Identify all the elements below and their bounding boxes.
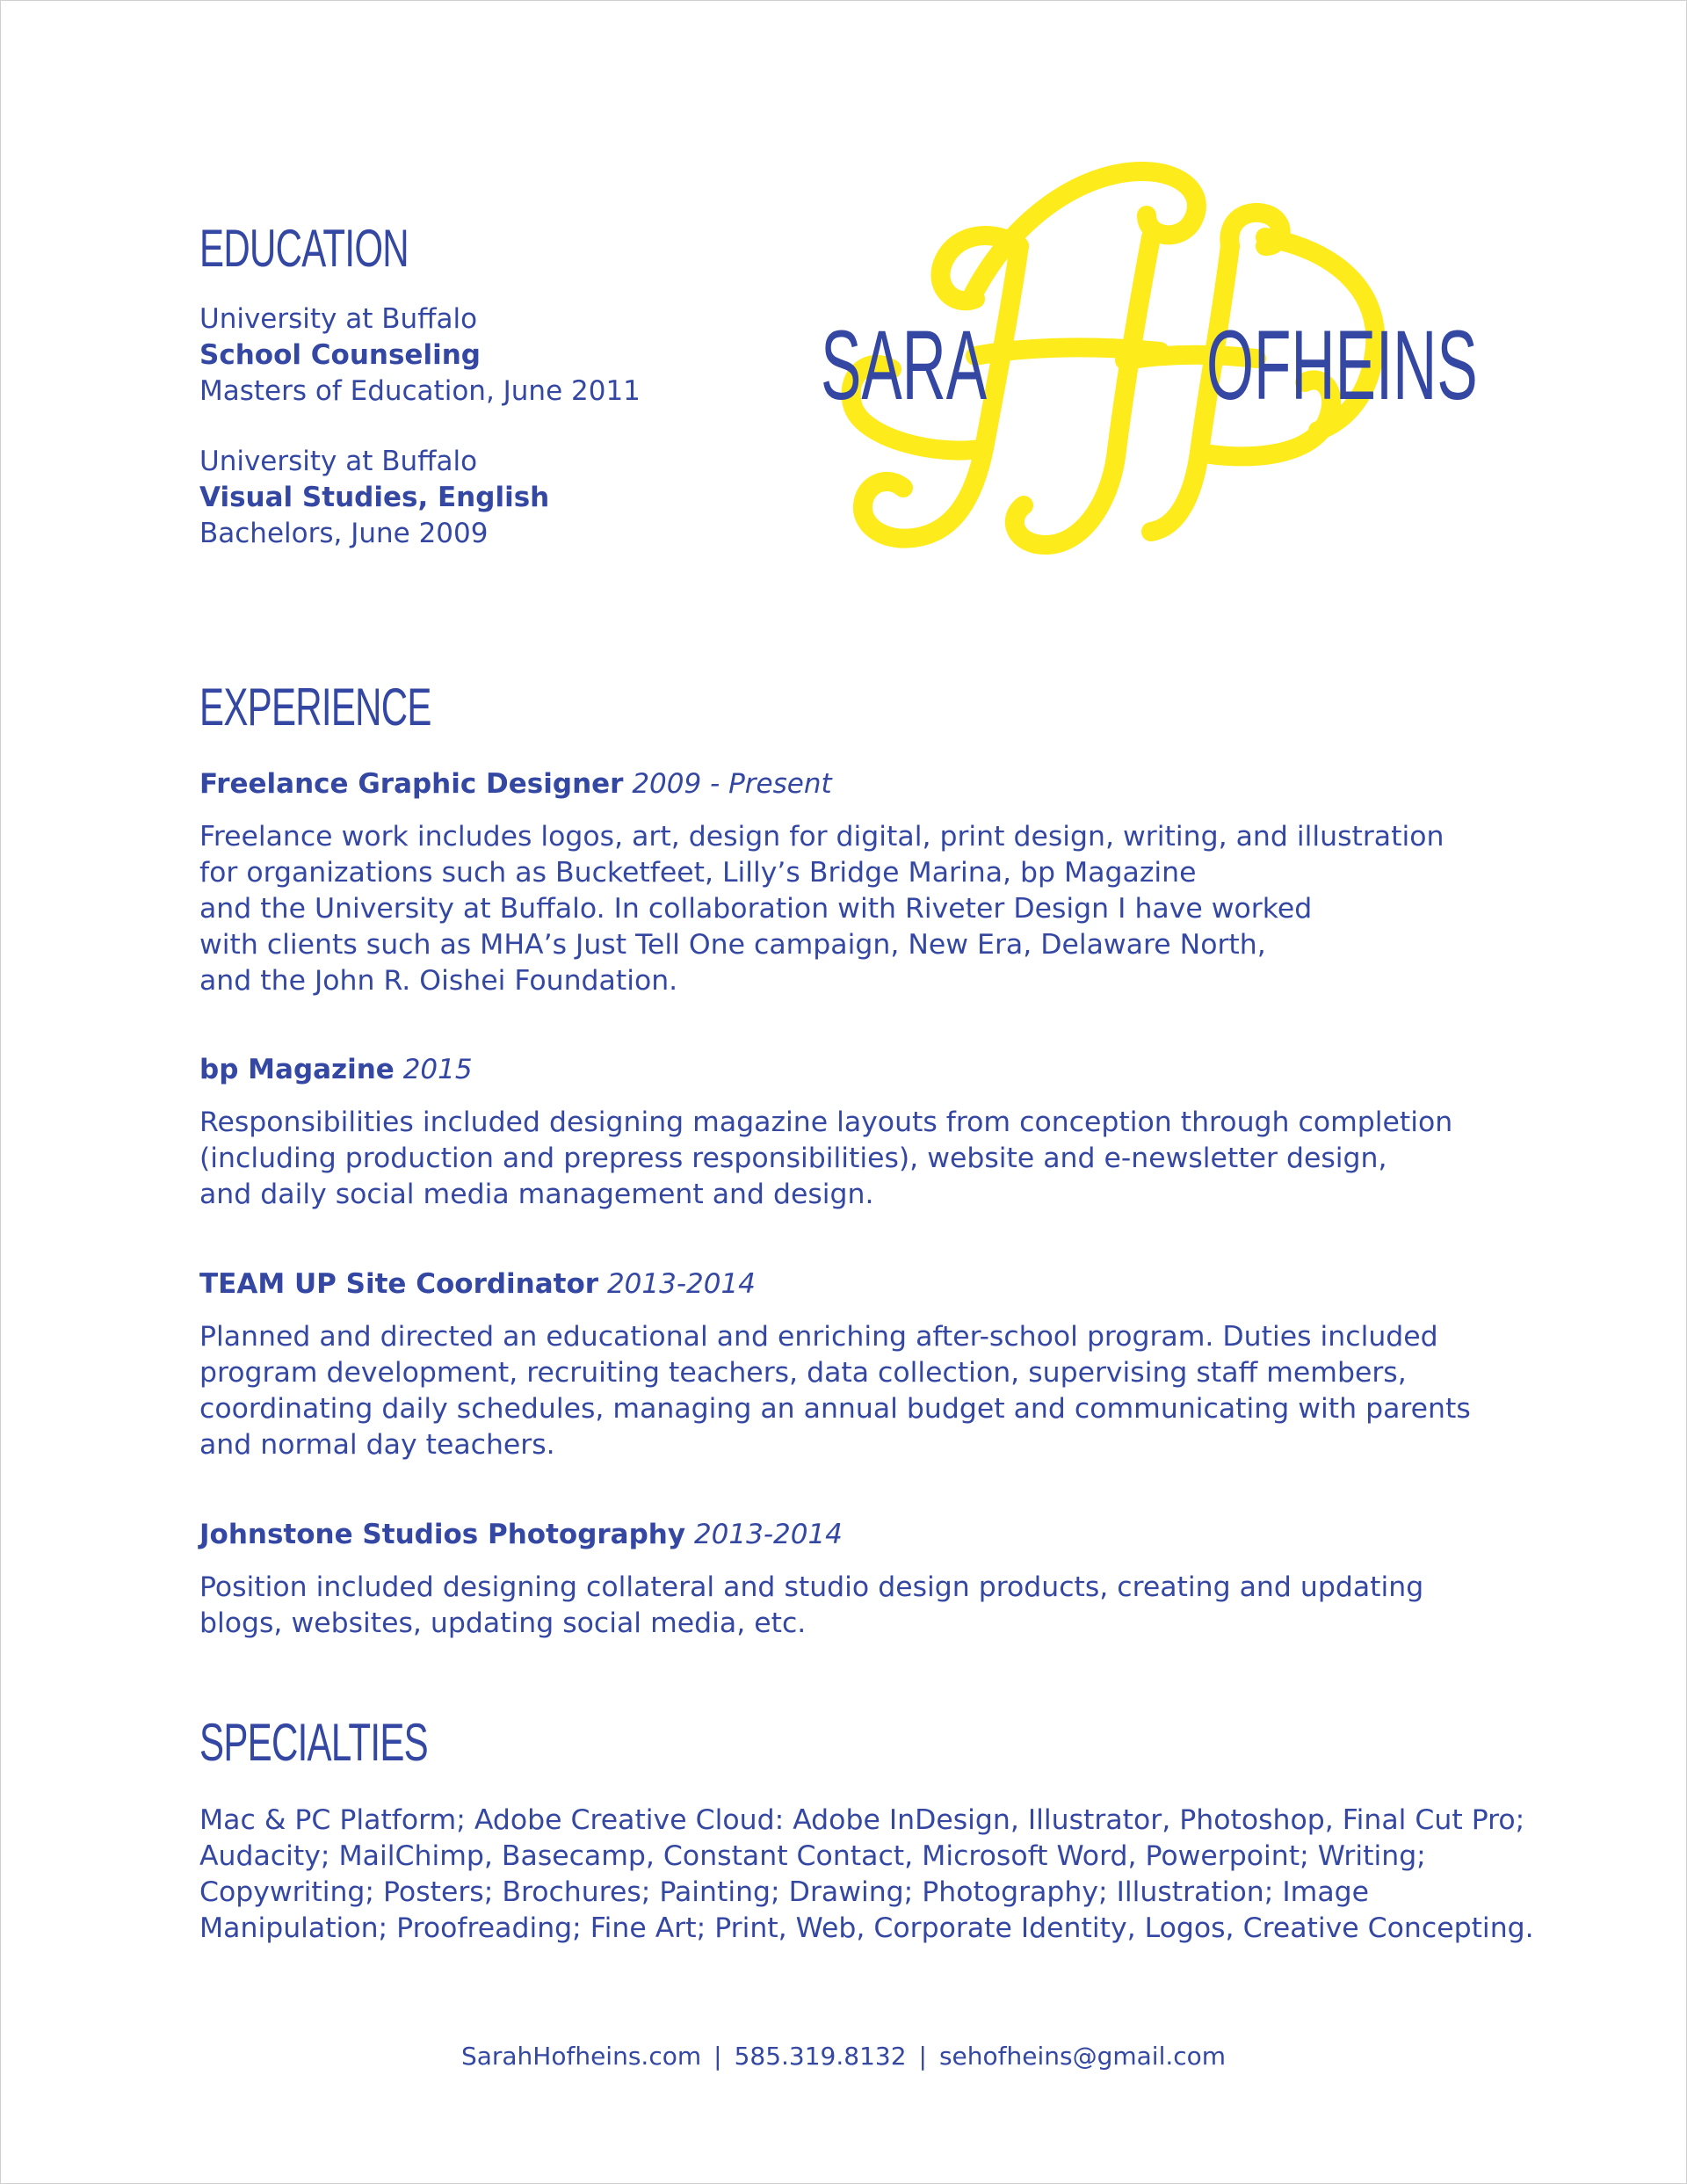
description-line: Planned and directed an educational and enriching after-school program. Duties included [199,1321,1438,1353]
job-heading [199,766,832,802]
specialties-line: Mac & PC Platform; Adobe Creative Cloud: Adobe InDesign, Illustrator, Photoshop, Final Cut Pro; [199,1804,1525,1836]
job-description [199,1319,1471,1463]
education-entry [199,301,641,410]
description-line: and the University at Buffalo. In collaboration with Riveter Design I have worked [199,893,1313,925]
job-title: Johnstone Studios Photography [199,1519,686,1550]
name-logo [791,158,1494,562]
job-dates: 2013-2014 [606,1268,756,1300]
education-heading: EDUCATION [199,219,409,278]
experience-heading: EXPERIENCE [199,678,431,736]
logo-first-name: SARA [821,310,988,420]
logo-last-name: OFHEINS [1206,310,1478,420]
description-line: blogs, websites, updating social media, etc. [199,1607,807,1639]
job-heading [199,1266,756,1302]
specialties-line: Copywriting; Posters; Brochures; Painting; Drawing; Photography; Illustration; Image [199,1876,1370,1908]
specialties-heading: SPECIALTIES [199,1713,428,1772]
footer-separator: | [713,2042,722,2071]
description-line: Responsibilities included designing magazine layouts from conception through completion [199,1107,1453,1138]
description-line: Freelance work includes logos, art, design for digital, print design, writing, and illustration [199,821,1444,853]
school-name: University at Buffalo [199,303,478,335]
field-of-study: School Counseling [199,339,481,371]
description-line: for organizations such as Bucketfeet, Lilly’s Bridge Marina, bp Magazine [199,857,1197,889]
specialties-line: Manipulation; Proofreading; Fine Art; Print, Web, Corporate Identity, Logos, Creative Concepting. [199,1912,1534,1944]
description-line: with clients such as MHA’s Just Tell One campaign, New Era, Delaware North, [199,929,1266,961]
job-title: Freelance Graphic Designer [199,768,624,800]
job-dates: 2015 [402,1054,473,1085]
description-line: and normal day teachers. [199,1429,555,1461]
job-dates: 2009 - Present [632,768,832,800]
job-description [199,819,1444,999]
job-title: TEAM UP Site Coordinator [199,1268,599,1300]
email-link[interactable]: sehofheins@gmail.com [938,2042,1227,2071]
website-link[interactable]: SarahHofheins.com [460,2042,702,2071]
field-of-study: Visual Studies, English [199,482,550,513]
footer-separator: | [918,2042,927,2071]
job-title: bp Magazine [199,1054,395,1085]
description-line: and daily social media management and design. [199,1179,874,1210]
job-description [199,1105,1452,1213]
description-line: program development, recruiting teachers, data collection, supervising staff members, [199,1357,1407,1389]
specialties-line: Audacity; MailChimp, Basecamp, Constant Contact, Microsoft Word, Powerpoint; Writing; [199,1840,1426,1872]
degree: Masters of Education, June 2011 [199,375,641,407]
description-line: coordinating daily schedules, managing an annual budget and communicating with parents [199,1393,1471,1425]
contact-footer [0,2041,1687,2072]
description-line: (including production and prepress responsibilities), website and e-newsletter design, [199,1143,1387,1174]
phone-number[interactable]: 585.319.8132 [734,2042,907,2071]
job-dates: 2013-2014 [693,1519,843,1550]
description-line: and the John R. Oishei Foundation. [199,965,678,997]
specialties-list [199,1803,1534,1947]
degree: Bachelors, June 2009 [199,518,489,549]
job-description [199,1570,1423,1642]
job-heading [199,1052,473,1087]
education-entry [199,444,549,552]
description-line: Position included designing collateral and studio design products, creating and updating [199,1571,1424,1603]
school-name: University at Buffalo [199,446,478,477]
job-heading [199,1517,843,1552]
